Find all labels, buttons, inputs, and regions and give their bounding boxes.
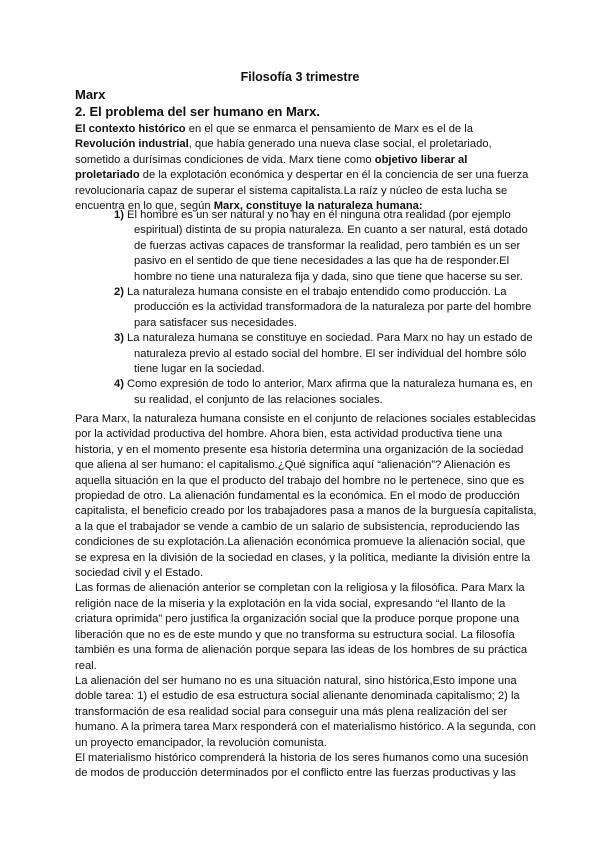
- intro-bold-4: Marx, constituye la naturaleza humana:: [213, 200, 423, 213]
- list-item: [114, 208, 534, 285]
- intro-text-3: de la explotación económica y despertar en él la conciencia de ser una fuerza revolucionaria capaz de superar el sistema capitalista.La raíz y núcleo de esta lucha se encuentra en lo que, según: [75, 169, 529, 213]
- intro-bold-2: Revolución industrial: [75, 138, 189, 151]
- body-paragraph: La alienación del ser humano no es una situación natural, sino histórica,Esto impone una doble tarea: 1) el estudio de esa estructura social alienante denominada capitalismo; 2) la transformación de esa realidad social para conseguir una más plena realización del ser humano. A la primera tarea Marx responderá con el materialismo histórico. A la segunda, con un proyecto emancipador, la revolución comunista.: [75, 674, 536, 749]
- intro-text-1: en el que se enmarca el pensamiento de Marx es el de la: [185, 123, 473, 135]
- intro-text-2: , que había generado una nueva clase social, el proletariado, sometido a durísimas condiciones de vida. Marx tiene como: [75, 138, 492, 166]
- list-item-number: 1): [114, 209, 124, 221]
- list-item: [114, 377, 534, 408]
- list-item-number: 3): [114, 332, 124, 345]
- subsection-heading: 2. El problema del ser humano en Marx.: [75, 104, 320, 119]
- body-text: [75, 412, 537, 782]
- document-title: Filosofía 3 trimestre: [240, 70, 360, 84]
- list-item: [114, 331, 534, 377]
- intro-bold-1: El contexto histórico: [75, 123, 186, 135]
- intro-paragraph: [75, 122, 535, 214]
- list-item-text: El hombre es un ser natural y no hay en él ninguna otra realidad (por ejemplo espiritual) distinta de su propia naturaleza. En cuanto a ser natural, está dotado de fuerzas activas capaces de transformar la realidad, pero también es un ser pasivo en el sentido de que tiene necesidades a las que ha de responder.El hombre no tiene una naturaleza fija y dada, sino que tiene que hacerse su ser.: [123, 209, 528, 283]
- list-item-number: 2): [114, 286, 124, 299]
- section-heading: Marx: [75, 87, 106, 102]
- body-paragraph: El materialismo histórico comprenderá la historia de los seres humanos como una sucesión de modos de producción determinados por el conflicto entre las fuerzas productivas y las: [75, 751, 529, 780]
- intro-bold-3: objetivo liberar al proletariado: [75, 153, 468, 182]
- nature-list: [114, 208, 534, 408]
- list-item-text: Como expresión de todo lo anterior, Marx afirma que la naturaleza humana es, en su realidad, el conjunto de las relaciones sociales.: [123, 378, 533, 406]
- list-item: [114, 285, 534, 331]
- list-item-number: 4): [114, 378, 124, 391]
- body-paragraph: Las formas de alienación anterior se completan con la religiosa y la filosófica. Para Marx la religión nace de la miseria y la explotación en la vida social, expresando “el llanto de la criatura oprimida” pero justifica la organización social que la produce porque propone una liberación que no es de este mundo y que no transforma su estructura social. La filosofía también es una forma de alienación porque separa las ideas de los hombres de su práctica real.: [75, 582, 528, 672]
- list-item-text: La naturaleza humana se constituye en sociedad. Para Marx no hay un estado de naturaleza previo al estado social del hombre. El ser individual del hombre sólo tiene lugar en la sociedad.: [123, 332, 533, 376]
- list-item-text: La naturaleza humana consiste en el trabajo entendido como producción. La producción es la actividad transformadora de la naturaleza por parte del hombre para satisfacer sus necesidades.: [123, 286, 532, 329]
- body-paragraph: Para Marx, la naturaleza humana consiste en el conjunto de relaciones sociales establecidas por la actividad productiva del hombre. Ahora bien, esta actividad productiva tiene una historia, y en el momento presente esa historia determina una organización de la sociedad que aliena al ser humano: el capitalismo.¿Qué significa aquí “alienación”? Alienación es aquella situación en la que el producto del trabajo del hombre no le pertenece, sino que es propiedad de otro. La alienación fundamental es la económica. En el modo de producción capitalista, el beneficio creado por los trabajadores pasa a manos de la burguesía capitalista, a la que el trabajador se vende a cambio de un salario de subsistencia, reproduciendo las condiciones de su explotación.La alienación económica promueve la alienación social, que se expresa en la división de la sociedad en clases, y la política, mediante la división entre la sociedad civil y el Estado.: [75, 413, 537, 580]
